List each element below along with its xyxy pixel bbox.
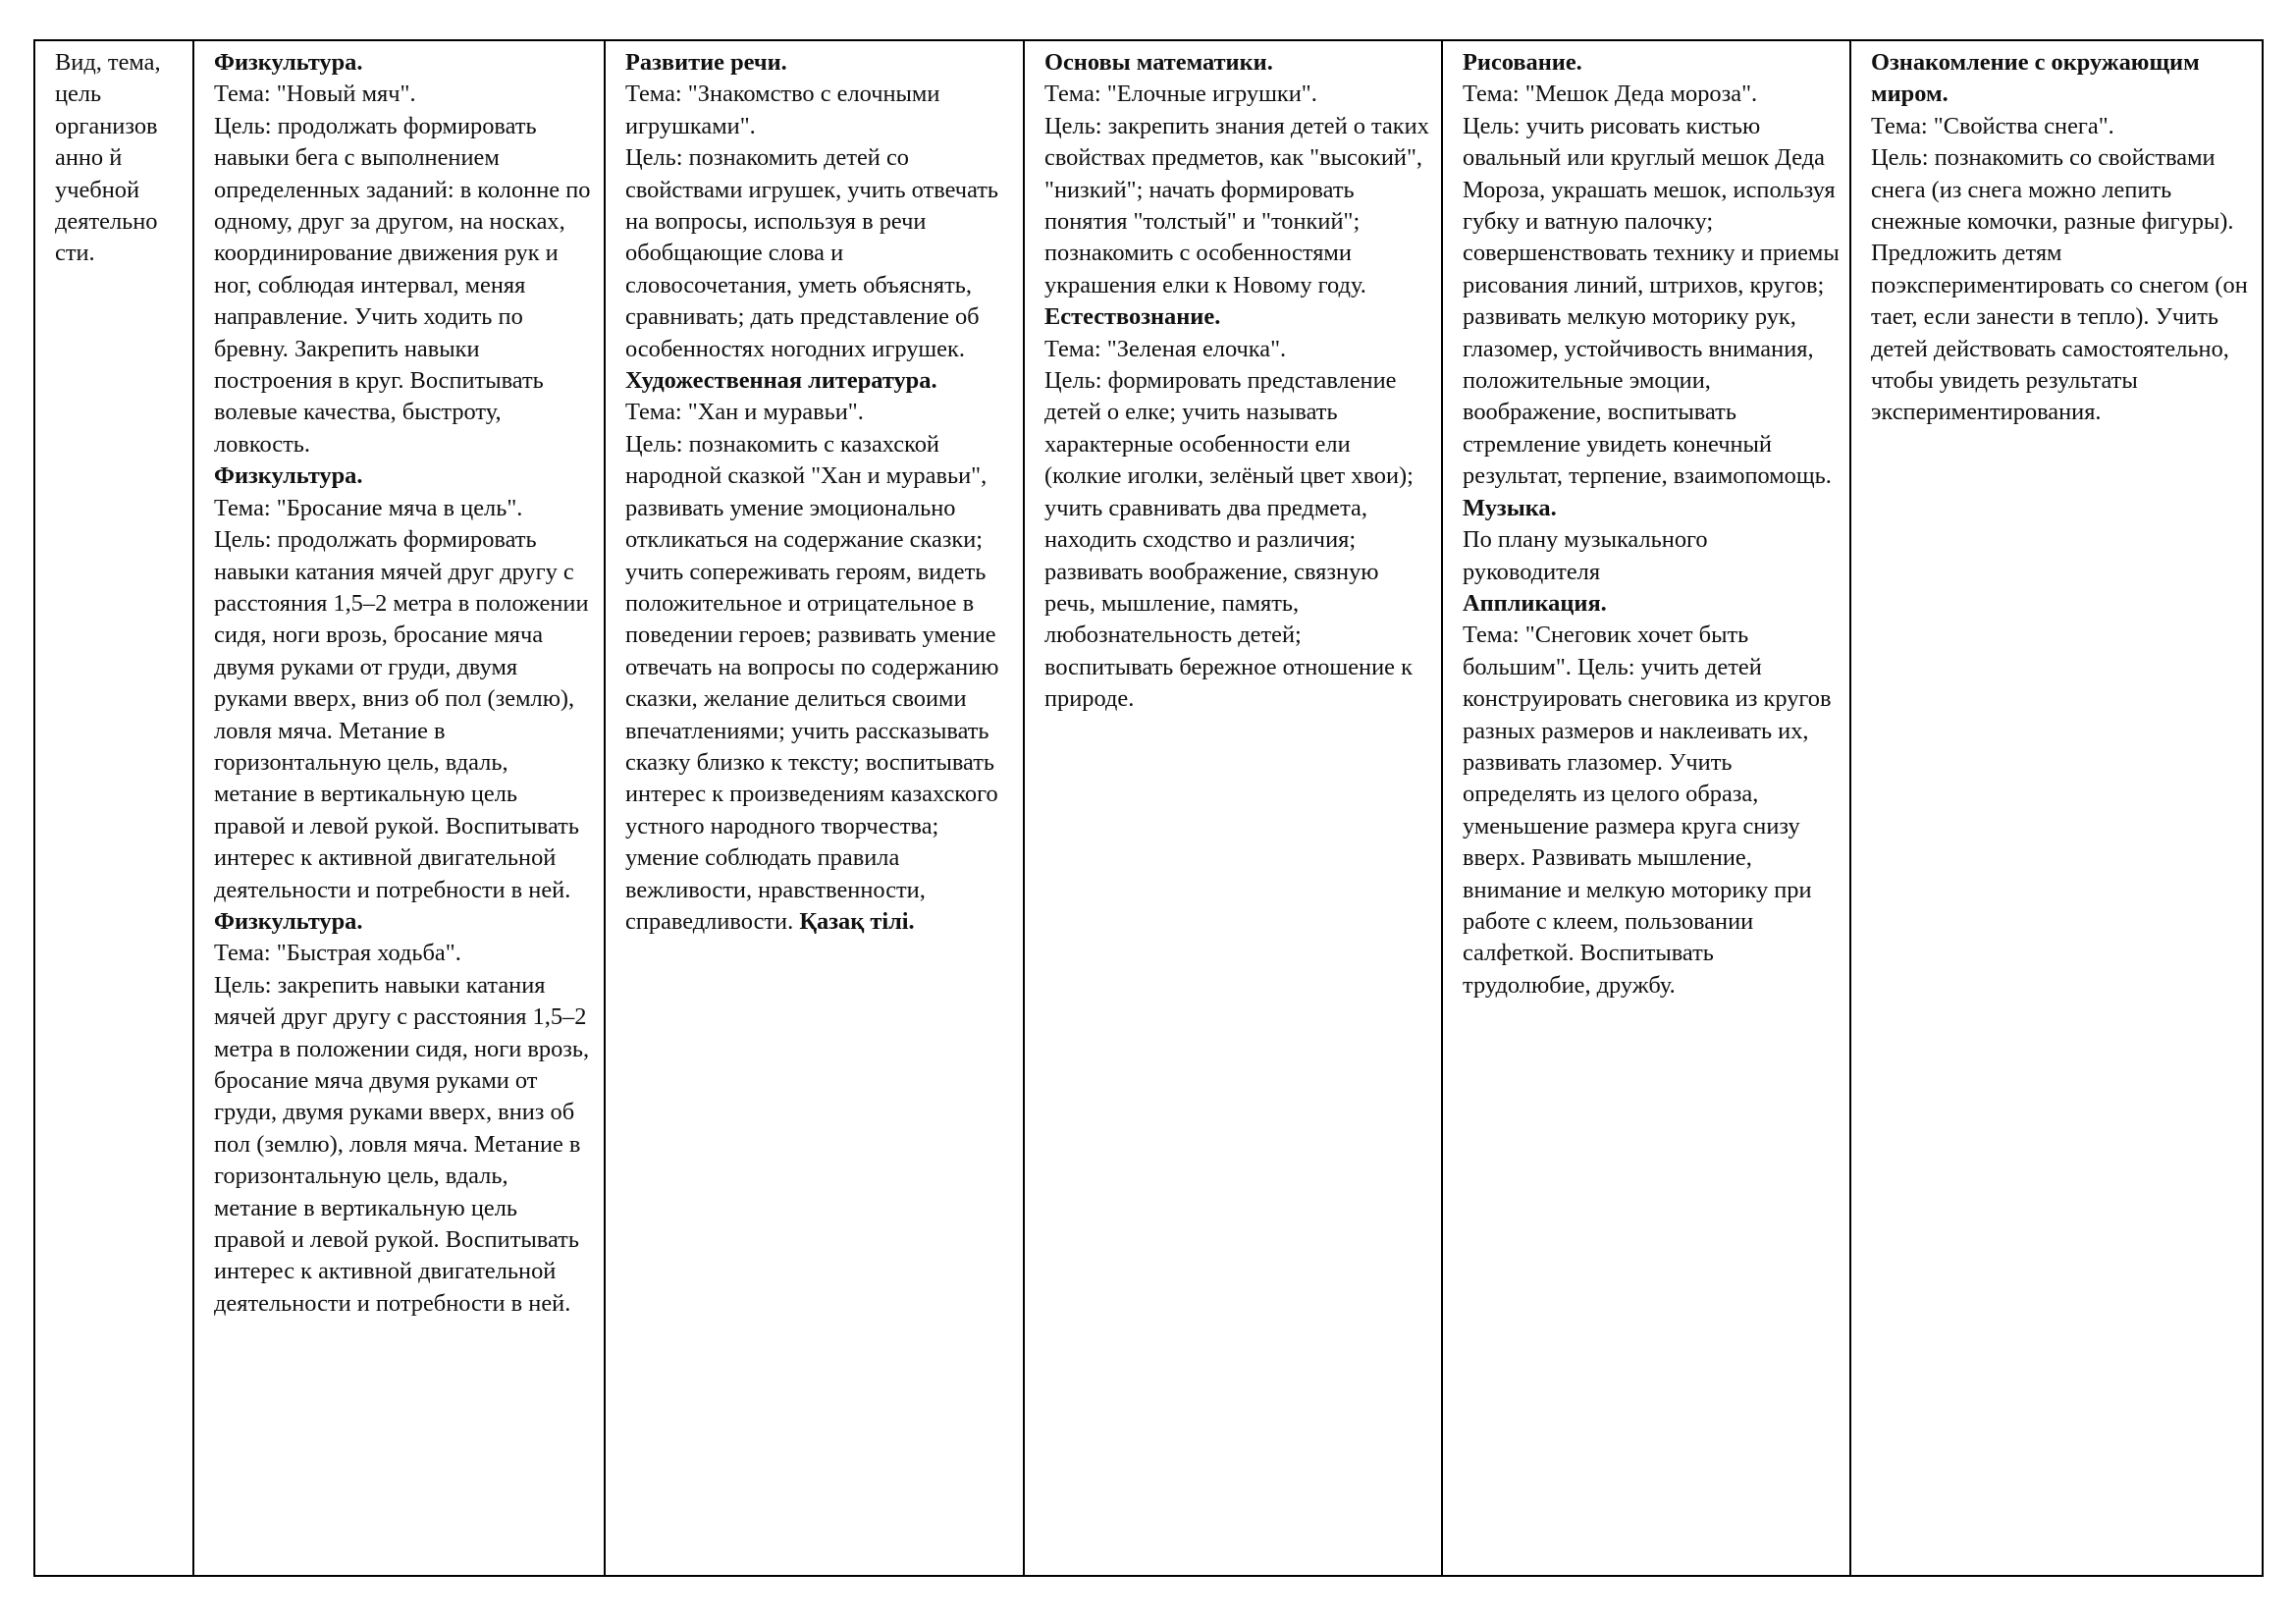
row-label: Вид, тема, цель организов анно й учебной деятельно сти. [55, 49, 161, 267]
topic-text: Тема: "Бросание мяча в цель". [214, 494, 523, 521]
goal-text: Цель: познакомить со свойствами снега (из снега можно лепить снежные комочки, разные фигуры). Предложить детям поэкспериментировать со снегом (он тает, если занести в тепло). Учить детей действовать самостоятельно, чтобы увидеть результаты экспериментирования. [1871, 144, 2248, 426]
goal-text: Цель: продолжать формировать навыки бега с выполнением определенных заданий: в колонне по одному, друг за другом, на носках, координирование движения рук и ног, соблюдая интервал, меняя направление. Учить ходить по бревну. Закрепить навыки построения в круг. Воспитывать волевые качества, быстроту, ловкость. [214, 112, 591, 458]
goal-text: Цель: закрепить знания детей о таких свойствах предметов, как "высокий", "низкий"; начать формировать понятия "толстый" и "тонкий"; познакомить с особенностями украшения елки к Новому году. [1044, 112, 1429, 298]
section-heading: Ознакомление с окружающим миром. [1871, 49, 2200, 108]
goal-text: Цель: формировать представление детей о елке; учить называть характерные особенности ели (колкие иголки, зелёный цвет хвои); учить сравнивать два предмета, находить сходство и различия; развивать воображение, связную речь, мышление, память, любознательность детей; воспитывать бережное отношение к природе. [1044, 367, 1414, 713]
goal-text: Цель: учить рисовать кистью овальный или круглый мешок Деда Мороза, украшать мешок, используя губку и ватную палочку; совершенствовать технику и приемы рисования линий, штрихов, кругов; развивать мелкую моторику рук, глазомер, устойчивость внимания, положительные эмоции, воображение, воспитывать стремление увидеть конечный результат, терпение, взаимопомощь. [1463, 112, 1840, 490]
topic-text: Тема: "Зеленая елочка". [1044, 335, 1287, 362]
table-row [34, 40, 2263, 1576]
environment-cell [1850, 40, 2263, 1576]
section-heading: Қазақ тілі. [799, 907, 915, 935]
goal-text: Цель: познакомить с казахской народной сказкой "Хан и муравьи", развивать умение эмоционально откликаться на содержание сказки; учить сопереживать героям, видеть положительное и отрицательное в поведении героев; развивать умение отвечать на вопросы по содержанию сказки, желание делиться своими впечатлениями; учить рассказывать сказку близко к тексту; воспитывать интерес к произведениям казахского устного народного творчества; умение соблюдать правила вежливости, нравственности, справедливости. [625, 430, 999, 935]
section-heading: Рисование. [1463, 49, 1582, 76]
section-heading: Основы математики. [1044, 49, 1273, 76]
goal-text: По плану музыкального руководителя [1463, 526, 1708, 585]
section-heading: Естествознание. [1044, 303, 1221, 331]
section-heading: Аппликация. [1463, 589, 1607, 617]
physical-education-cell [193, 40, 605, 1576]
goal-block [625, 429, 1013, 939]
topic-text: Тема: "Мешок Деда мороза". [1463, 81, 1758, 108]
topic-text: Тема: "Новый мяч". [214, 81, 416, 108]
goal-text: Цель: закрепить навыки катания мячей друг другу с расстояния 1,5–2 метра в положении сидя, ноги врозь, бросание мяча двумя руками от груди, двумя руками вверх, вниз об пол (землю), ловля мяча. Метание в горизонтальную цель, вдаль, метание в вертикальную цель правой и левой рукой. Воспитывать интерес к активной двигательной деятельности и потребности в ней. [214, 971, 590, 1317]
goal-text: Цель: продолжать формировать навыки катания мячей друг другу с расстояния 1,5–2 метра в положении сидя, ноги врозь, бросание мяча двумя руками от груди, двумя руками вверх, вниз об пол (землю), ловля мяча. Метание в горизонтальную цель, вдаль, метание в вертикальную цель правой и левой рукой. Воспитывать интерес к активной двигательной деятельности и потребности в ней. [214, 526, 589, 903]
drawing-music-applique-cell [1442, 40, 1850, 1576]
topic-text: Тема: "Свойства снега". [1871, 112, 2114, 139]
topic-text: Тема: "Быстрая ходьба". [214, 940, 461, 967]
section-heading: Художественная литература. [625, 367, 937, 395]
section-heading: Музыка. [1463, 494, 1557, 521]
topic-text: Тема: "Елочные игрушки". [1044, 81, 1317, 108]
goal-text: Цель: познакомить детей со свойствами игрушек, учить отвечать на вопросы, используя в речи обобщающие слова и словосочетания, уметь объяснять, сравнивать; дать представление об особенностях ногодних игрушек. [625, 144, 999, 362]
section-heading: Развитие речи. [625, 49, 787, 76]
section-heading: Физкультура. [214, 907, 363, 935]
topic-text: Тема: "Хан и муравьи". [625, 399, 864, 426]
section-heading: Физкультура. [214, 462, 363, 490]
section-heading: Физкультура. [214, 49, 363, 76]
topic-text: Тема: "Знакомство с елочными игрушками". [625, 81, 940, 139]
goal-text: Тема: "Снеговик хочет быть большим". Цель: учить детей конструировать снеговика из кругов разных размеров и наклеивать их, развивать глазомер. Учить определять из целого образа, уменьшение размера круга снизу вверх. Развивать мышление, внимание и мелкую моторику при работе с клеем, пользовании салфеткой. Воспитывать трудолюбие, дружбу. [1463, 622, 1832, 999]
row-label-cell [34, 40, 193, 1576]
speech-literature-cell [605, 40, 1024, 1576]
lesson-plan-table [33, 39, 2264, 1577]
math-nature-cell [1024, 40, 1442, 1576]
